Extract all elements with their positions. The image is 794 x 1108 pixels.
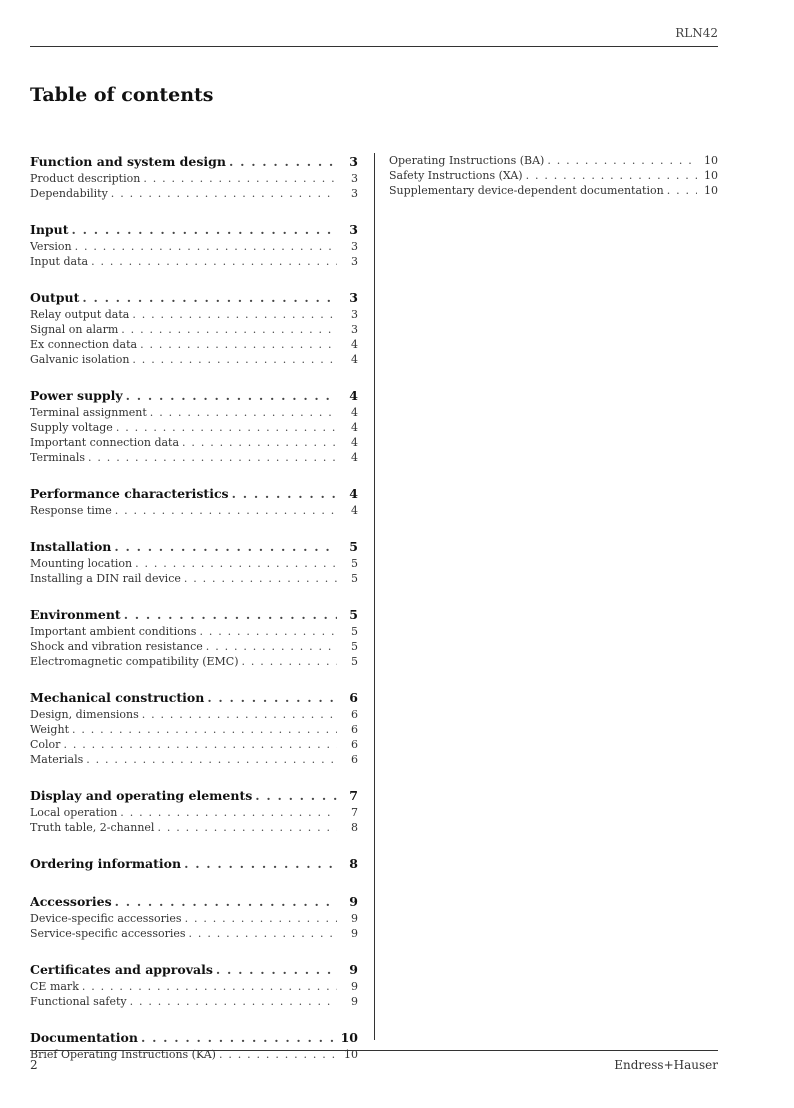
toc-subentry[interactable] [30,254,358,269]
toc-entry-label: Truth table, 2-channel [30,821,155,834]
dot-leader [143,171,337,186]
toc-entry-label: Brief Operating Instructions (KA) [30,1048,216,1061]
dot-leader [182,435,337,450]
toc-section [30,153,358,201]
dot-leader [157,820,337,835]
toc-page-number: 9 [351,927,358,940]
dot-leader [184,855,337,873]
toc-entry-label: Weight [30,723,69,736]
dot-leader [667,183,697,198]
toc-page-number: 4 [351,436,358,449]
toc-page-number: 4 [351,353,358,366]
toc-section-heading[interactable] [30,153,358,171]
toc-entry-label: Performance characteristics [30,486,229,501]
toc-page-number: 4 [351,338,358,351]
toc-page-number: 8 [351,821,358,834]
dot-leader [140,337,337,352]
toc-entry-label: Output [30,290,80,305]
toc-section [30,855,358,873]
dot-leader [111,186,337,201]
toc-entry-label: Mechanical construction [30,690,205,705]
toc-page-number: 6 [349,690,358,705]
toc-subentry[interactable] [389,183,718,198]
dot-leader [150,405,337,420]
toc-page-number: 5 [351,557,358,570]
toc-entry-label: Supply voltage [30,421,113,434]
toc-entry-label: Installing a DIN rail device [30,572,181,585]
dot-leader [120,805,337,820]
toc-entry-label: Terminals [30,451,86,464]
toc-subentry[interactable] [30,186,358,201]
toc-entry-label: Product description [30,172,141,185]
toc-entry-label: Important connection data [30,436,180,449]
toc-subentry[interactable] [30,171,358,186]
dot-leader [114,538,337,556]
toc-subentry[interactable] [30,752,358,767]
toc-section [30,387,358,465]
toc-page-number: 10 [704,184,718,197]
dot-leader [189,926,337,941]
toc-section [30,485,358,518]
toc-section-heading[interactable] [30,855,358,873]
toc-page-number: 10 [340,1030,358,1045]
toc-section-heading[interactable] [30,787,358,805]
toc-subentry[interactable] [30,737,358,752]
footer-page-number: 2 [30,1058,38,1072]
dot-leader [116,420,337,435]
dot-leader [91,254,337,269]
toc-entry-label: Accessories [30,894,112,909]
dot-leader [135,556,337,571]
dot-leader [207,689,337,707]
dot-leader [121,322,337,337]
toc-entry-label: Color [30,738,61,751]
toc-entry-label: Shock and vibration resistance [30,640,203,653]
toc-entry-label: Installation [30,539,112,554]
toc-subentry[interactable] [30,722,358,737]
dot-leader [141,1029,337,1047]
toc-entry-label: Functional safety [30,995,127,1008]
toc-page-number: 3 [351,187,358,200]
dot-leader [126,387,337,405]
toc-page-number: 5 [351,640,358,653]
dot-leader [63,737,337,752]
toc-section-heading[interactable] [30,893,358,911]
dot-leader [185,911,337,926]
toc-section-heading[interactable] [30,289,358,307]
toc-page-number: 3 [349,290,358,305]
toc-page-number: 9 [351,980,358,993]
toc-section [30,893,358,941]
toc-page-number: 5 [351,572,358,585]
toc-entry-label: Environment [30,607,121,622]
toc-section-heading[interactable] [30,606,358,624]
toc-page-number: 9 [349,894,358,909]
toc-entry-label: Device-specific accessories [30,912,182,925]
toc-section [30,689,358,767]
toc-page-number: 7 [351,806,358,819]
dot-leader [72,221,337,239]
toc-section [30,289,358,367]
toc-section [30,606,358,669]
toc-entry-label: Design, dimensions [30,708,139,721]
toc-entry-label: Terminal assignment [30,406,147,419]
toc-subentry[interactable] [30,994,358,1009]
toc-subentry[interactable] [30,503,358,518]
toc-page-number: 6 [351,738,358,751]
toc-page-number: 4 [349,388,358,403]
dot-leader [242,654,337,669]
toc-subentry[interactable] [30,979,358,994]
toc-subentry[interactable] [30,624,358,639]
dot-leader [255,787,337,805]
toc-subentry[interactable] [30,571,358,586]
toc-entry-label: Signal on alarm [30,323,119,336]
toc-page-number: 6 [351,723,358,736]
toc-entry-label: Documentation [30,1030,138,1045]
header-rule [30,46,718,47]
toc-entry-label: Mounting location [30,557,133,570]
toc-entry-label: Galvanic isolation [30,353,130,366]
toc-page-number: 4 [351,421,358,434]
column-divider [374,153,375,1040]
toc-page-number: 3 [349,222,358,237]
toc-page-number: 3 [351,308,358,321]
toc-entry-label: CE mark [30,980,79,993]
dot-leader [199,624,337,639]
toc-entry-label: Important ambient conditions [30,625,197,638]
dot-leader [86,752,337,767]
dot-leader [142,707,337,722]
footer-rule [30,1050,718,1051]
toc-subentry[interactable] [30,337,358,352]
toc-entry-label: Input data [30,255,89,268]
page-title: Table of contents [30,84,214,106]
toc-subentry[interactable] [30,405,358,420]
toc-section-heading[interactable] [30,221,358,239]
toc-subentry[interactable] [30,654,358,669]
toc-page-number: 9 [349,962,358,977]
toc-page-number: 4 [351,406,358,419]
dot-leader [132,352,337,367]
toc-subentry[interactable] [30,322,358,337]
dot-leader [72,722,337,737]
toc-page-number: 5 [351,625,358,638]
toc-page-number: 7 [349,788,358,803]
toc-section [30,787,358,835]
toc-page-number: 9 [351,995,358,1008]
toc-section [30,538,358,586]
toc-page-number: 10 [344,1048,358,1061]
toc-subentry[interactable] [30,450,358,465]
toc-entry-label: Local operation [30,806,118,819]
toc-subentry[interactable] [30,639,358,654]
toc-subentry[interactable] [30,926,358,941]
toc-entry-label: Service-specific accessories [30,927,186,940]
toc-subentry[interactable] [30,239,358,254]
toc-entry-label: Power supply [30,388,123,403]
toc-subentry[interactable] [389,168,718,183]
toc-page-number: 4 [351,504,358,517]
toc-page-number: 3 [351,255,358,268]
toc-page-number: 9 [351,912,358,925]
toc-subentry[interactable] [30,307,358,322]
toc-page-number: 4 [351,451,358,464]
toc-page-number: 5 [349,539,358,554]
toc-entry-label: Materials [30,753,84,766]
toc-entry-label: Supplementary device-dependent documentation [389,184,664,197]
footer-brand: Endress+Hauser [614,1058,718,1072]
dot-leader [229,153,337,171]
document-code: RLN42 [675,26,718,40]
toc-entry-label: Operating Instructions (BA) [389,154,545,167]
toc-section-heading[interactable] [30,1029,358,1047]
dot-leader [75,239,337,254]
dot-leader [124,606,337,624]
toc-entry-label: Response time [30,504,112,517]
dot-leader [184,571,337,586]
toc-page-number: 5 [351,655,358,668]
toc-page-number: 3 [351,323,358,336]
toc-entry-label: Safety Instructions (XA) [389,169,523,182]
toc-section-heading[interactable] [30,485,358,503]
dot-leader [115,893,337,911]
toc-subentry[interactable] [30,805,358,820]
dot-leader [130,994,337,1009]
toc-entry-label: Version [30,240,72,253]
dot-leader [82,979,337,994]
toc-subentry[interactable] [30,707,358,722]
toc-section-heading[interactable] [30,538,358,556]
toc-section-heading[interactable] [30,961,358,979]
dot-leader [206,639,337,654]
dot-leader [547,153,697,168]
toc-entry-label: Function and system design [30,154,226,169]
toc-page-number: 3 [351,240,358,253]
toc-page-number: 6 [351,753,358,766]
toc-left-column [30,153,358,1082]
toc-section-heading[interactable] [30,387,358,405]
dot-leader [526,168,697,183]
toc-page-number: 3 [351,172,358,185]
toc-entry-label: Certificates and approvals [30,962,213,977]
toc-subentry[interactable] [30,820,358,835]
toc-entry-label: Relay output data [30,308,130,321]
toc-entry-label: Ordering information [30,856,182,871]
toc-entry-label: Electromagnetic compatibility (EMC) [30,655,239,668]
dot-leader [216,961,337,979]
toc-subentry[interactable] [30,435,358,450]
toc-page-number: 10 [704,154,718,167]
toc-page-number: 4 [349,486,358,501]
toc-page-number: 6 [351,708,358,721]
dot-leader [82,289,337,307]
dot-leader [88,450,337,465]
toc-entry-label: Input [30,222,69,237]
toc-page-number: 8 [349,856,358,871]
toc-subentry[interactable] [30,420,358,435]
toc-entry-label: Dependability [30,187,108,200]
toc-page-number: 3 [349,154,358,169]
toc-right-column [389,153,718,198]
toc-page-number: 5 [349,607,358,622]
toc-subentry[interactable] [30,911,358,926]
toc-entry-label: Display and operating elements [30,788,253,803]
toc-subentry[interactable] [30,352,358,367]
toc-entry-label: Ex connection data [30,338,138,351]
toc-section [30,961,358,1009]
toc-section-heading[interactable] [30,689,358,707]
dot-leader [132,307,337,322]
toc-section [30,221,358,269]
toc-subentry[interactable] [389,153,718,168]
toc-page-number: 10 [704,169,718,182]
toc-section [30,1029,358,1062]
dot-leader [232,485,337,503]
dot-leader [115,503,337,518]
toc-subentry[interactable] [30,556,358,571]
